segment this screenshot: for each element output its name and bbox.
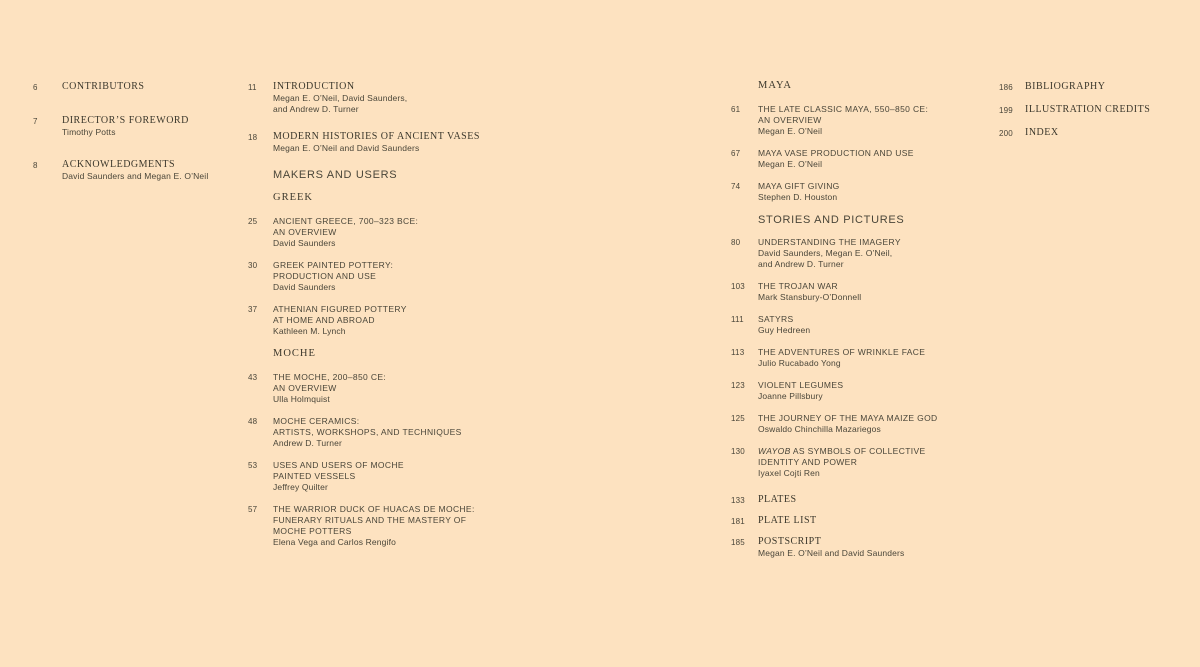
- entry-title: ATHENIAN FIGURED POTTERY: [273, 304, 407, 314]
- toc-entry: [731, 535, 938, 559]
- page-number: 25: [248, 217, 258, 226]
- page-number: 199: [999, 106, 1013, 115]
- entry-title: AN OVERVIEW: [758, 115, 822, 125]
- page-number: 123: [731, 381, 745, 390]
- toc-entry: [33, 158, 208, 182]
- entry-author: Julio Rucabado Yong: [758, 358, 841, 368]
- subsection-heading: MAYA: [758, 80, 792, 91]
- entry-author: Megan E. O’Neil, David Saunders,: [273, 93, 408, 103]
- entry-body: [62, 80, 145, 93]
- entry-body: [273, 304, 407, 337]
- entry-author: Guy Hedreen: [758, 325, 811, 335]
- page-number: 18: [248, 133, 258, 142]
- entry-title: [758, 446, 925, 457]
- entry-author: Elena Vega and Carlos Rengifo: [273, 537, 396, 547]
- page-number: 74: [731, 182, 741, 191]
- entry-body: [1025, 80, 1105, 93]
- page-number: 130: [731, 447, 745, 456]
- entry-title: FUNERARY RITUALS AND THE MASTERY OF: [273, 515, 467, 525]
- toc-column-makers-and-users: [248, 80, 480, 559]
- entry-author: and Andrew D. Turner: [273, 104, 359, 114]
- entry-title: POSTSCRIPT: [758, 536, 822, 547]
- entry-title: VIOLENT LEGUMES: [758, 380, 844, 390]
- toc-entry: [248, 504, 480, 548]
- page-number: 181: [731, 517, 745, 526]
- entry-author: Megan E. O’Neil and David Saunders: [273, 143, 420, 153]
- entry-title: GREEK PAINTED POTTERY:: [273, 260, 394, 270]
- page-number: 186: [999, 83, 1013, 92]
- entry-body: [758, 104, 928, 137]
- entry-title: AN OVERVIEW: [273, 383, 337, 393]
- entry-title: IDENTITY AND POWER: [758, 457, 858, 467]
- toc-entry: [731, 514, 938, 528]
- toc-entry: [731, 446, 938, 479]
- page-number: 57: [248, 505, 258, 514]
- title-text: AS SYMBOLS OF COLLECTIVE: [790, 446, 926, 456]
- page-number: 103: [731, 282, 745, 291]
- entry-body: [758, 314, 810, 336]
- entry-title: MOCHE POTTERS: [273, 526, 352, 536]
- toc-entry: [248, 130, 480, 154]
- toc-entry: [999, 126, 1150, 140]
- entry-title: MAYA VASE PRODUCTION AND USE: [758, 148, 914, 158]
- entry-title: PRODUCTION AND USE: [273, 271, 377, 281]
- entry-body: [62, 158, 208, 182]
- toc-entry: [731, 413, 938, 435]
- toc-entry: [731, 281, 938, 303]
- page-number: 37: [248, 305, 258, 314]
- page-number: 113: [731, 348, 745, 357]
- entry-body: [758, 181, 840, 203]
- entry-body: [1025, 103, 1150, 116]
- entry-body: [758, 237, 901, 270]
- entry-title: THE LATE CLASSIC MAYA, 550–850 CE:: [758, 104, 929, 114]
- page-number: 111: [731, 315, 744, 324]
- entry-title: AN OVERVIEW: [273, 227, 337, 237]
- entry-body: [273, 416, 462, 449]
- entry-title: PLATE LIST: [758, 515, 817, 526]
- page-number: 133: [731, 496, 745, 505]
- toc-entry: [999, 80, 1150, 94]
- toc-entry: [731, 237, 938, 270]
- page-number: 200: [999, 129, 1013, 138]
- entry-title: MAYA GIFT GIVING: [758, 181, 840, 191]
- page-number: 30: [248, 261, 258, 270]
- entry-title: INDEX: [1025, 127, 1059, 138]
- page-number: 48: [248, 417, 258, 426]
- entry-body: [62, 114, 189, 138]
- entry-body: [758, 148, 914, 170]
- toc-entry: [999, 103, 1150, 117]
- toc-entry: [248, 80, 480, 115]
- entry-title: DIRECTOR’S FOREWORD: [62, 115, 189, 126]
- entry-body: [758, 514, 817, 527]
- toc-entry: [248, 372, 480, 405]
- section-heading: STORIES AND PICTURES: [758, 214, 905, 226]
- entry-title: ANCIENT GREECE, 700–323 BCE:: [273, 216, 419, 226]
- entry-author: Megan E. O’Neil: [758, 126, 823, 136]
- entry-author: and Andrew D. Turner: [758, 259, 844, 269]
- entry-author: Megan E. O’Neil and David Saunders: [758, 548, 905, 558]
- entry-title: SATYRS: [758, 314, 794, 324]
- toc-entry: [248, 260, 480, 293]
- entry-author: Oswaldo Chinchilla Mazariegos: [758, 424, 881, 434]
- entry-title: PLATES: [758, 494, 797, 505]
- toc-column-front-matter: [33, 80, 208, 202]
- entry-body: [273, 80, 407, 115]
- section-heading: MAKERS AND USERS: [273, 169, 398, 181]
- toc-column-maya-and-stories: [731, 76, 938, 566]
- page-number: 185: [731, 538, 745, 547]
- entry-title: PAINTED VESSELS: [273, 471, 356, 481]
- entry-title: BIBLIOGRAPHY: [1025, 81, 1106, 92]
- page-number: 6: [33, 83, 38, 92]
- toc-entry: [248, 304, 480, 337]
- page-number: 67: [731, 149, 741, 158]
- entry-author: Kathleen M. Lynch: [273, 326, 346, 336]
- entry-title: USES AND USERS OF MOCHE: [273, 460, 404, 470]
- entry-title: ARTISTS, WORKSHOPS, AND TECHNIQUES: [273, 427, 462, 437]
- entry-body: [758, 347, 925, 369]
- entry-title: INTRODUCTION: [273, 81, 355, 92]
- toc-entry: [731, 181, 938, 203]
- subsection-heading: MOCHE: [273, 348, 316, 359]
- entry-body: [1025, 126, 1059, 139]
- entry-title: AT HOME AND ABROAD: [273, 315, 375, 325]
- entry-title: THE JOURNEY OF THE MAYA MAIZE GOD: [758, 413, 938, 423]
- page-number: 7: [33, 117, 38, 126]
- page-number: 125: [731, 414, 745, 423]
- entry-body: [273, 260, 393, 293]
- entry-title: THE MOCHE, 200–850 CE:: [273, 372, 387, 382]
- entry-title: UNDERSTANDING THE IMAGERY: [758, 237, 901, 247]
- entry-title: MOCHE CERAMICS:: [273, 416, 360, 426]
- entry-title: THE TROJAN WAR: [758, 281, 838, 291]
- entry-author: Megan E. O’Neil: [758, 159, 823, 169]
- toc-entry: [731, 314, 938, 336]
- page-number: 80: [731, 238, 741, 247]
- entry-body: [273, 372, 386, 405]
- entry-body: [758, 535, 904, 559]
- toc-entry: [731, 148, 938, 170]
- page-number: 53: [248, 461, 258, 470]
- entry-body: [758, 493, 797, 506]
- entry-author: David Saunders: [273, 238, 336, 248]
- entry-title: THE WARRIOR DUCK OF HUACAS DE MOCHE:: [273, 504, 475, 514]
- toc-entry: [248, 460, 480, 493]
- entry-body: [273, 504, 475, 548]
- entry-body: [273, 130, 480, 154]
- toc-entry: [33, 114, 208, 138]
- page-number: 43: [248, 373, 258, 382]
- entry-body: [758, 281, 861, 303]
- page-number: 61: [731, 105, 741, 114]
- entry-title: MODERN HISTORIES OF ANCIENT VASES: [273, 131, 480, 142]
- entry-author: Mark Stansbury-O’Donnell: [758, 292, 862, 302]
- subsection-heading: GREEK: [273, 192, 313, 203]
- entry-body: [273, 460, 404, 493]
- page-number: 8: [33, 161, 38, 170]
- italic-term: WAYOB: [758, 446, 791, 456]
- entry-title: ILLUSTRATION CREDITS: [1025, 104, 1151, 115]
- entry-author: Stephen D. Houston: [758, 192, 838, 202]
- entry-author: David Saunders, Megan E. O’Neil,: [758, 248, 893, 258]
- toc-entry: [731, 380, 938, 402]
- entry-author: Andrew D. Turner: [273, 438, 343, 448]
- entry-author: Joanne Pillsbury: [758, 391, 823, 401]
- entry-author: Iyaxel Cojti Ren: [758, 468, 820, 478]
- page-number: 11: [248, 83, 257, 92]
- toc-entry: [731, 493, 938, 507]
- entry-body: [758, 413, 938, 435]
- entry-author: Ulla Holmquist: [273, 394, 330, 404]
- entry-body: [758, 446, 925, 479]
- toc-entry: [731, 104, 938, 137]
- entry-author: David Saunders and Megan E. O’Neil: [62, 171, 209, 181]
- toc-entry: [248, 416, 480, 449]
- entry-title: ACKNOWLEDGMENTS: [62, 159, 176, 170]
- toc-entry: [33, 80, 208, 94]
- entry-author: Timothy Potts: [62, 127, 116, 137]
- entry-body: [273, 216, 418, 249]
- entry-body: [758, 380, 843, 402]
- toc-entry: [731, 347, 938, 369]
- entry-title: CONTRIBUTORS: [62, 81, 145, 92]
- toc-entry: [248, 216, 480, 249]
- toc-column-back-matter: [999, 80, 1150, 149]
- entry-author: David Saunders: [273, 282, 336, 292]
- entry-title: THE ADVENTURES OF WRINKLE FACE: [758, 347, 926, 357]
- entry-author: Jeffrey Quilter: [273, 482, 329, 492]
